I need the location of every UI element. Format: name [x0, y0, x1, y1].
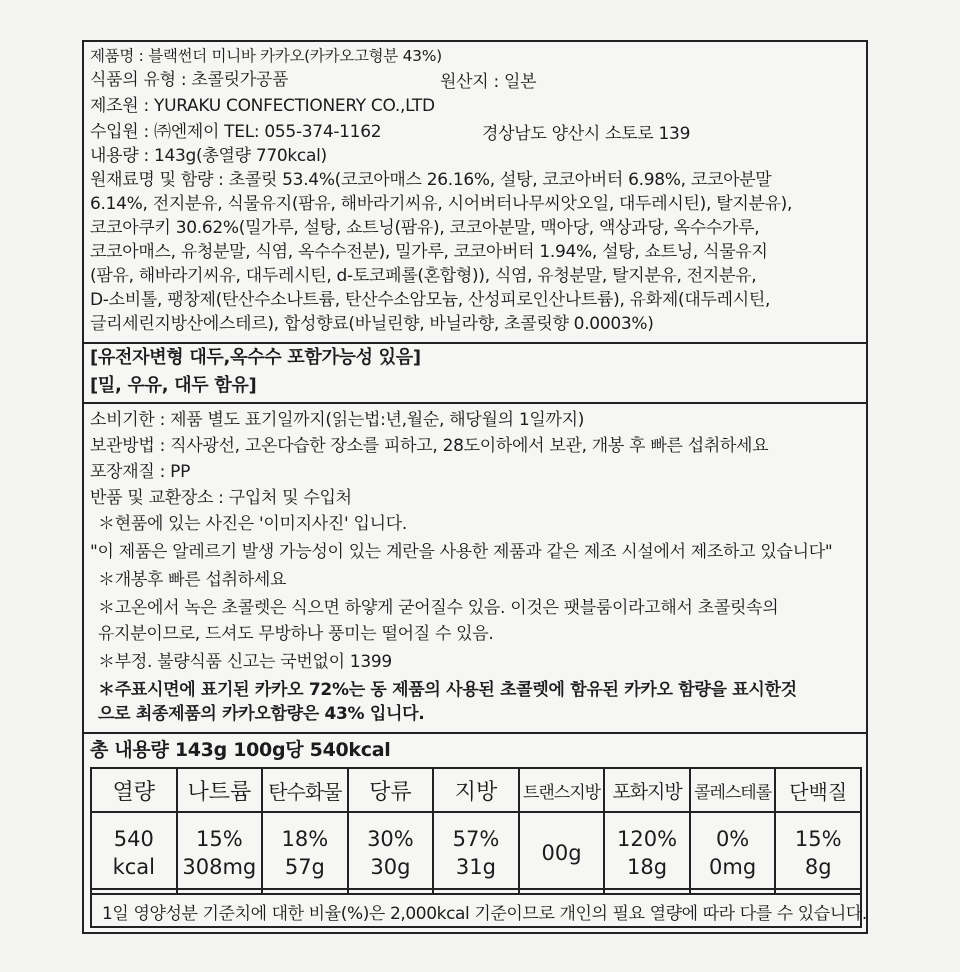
divider [84, 402, 866, 404]
nutrition-value: 18% [281, 827, 329, 851]
eat-soon-note: ＊개봉후 빠른 섭취하세요 [98, 570, 287, 590]
nutrition-header: 탄수화물 [262, 768, 348, 812]
nutrition-value: 31g [455, 855, 496, 879]
ingredients-line: (팜유, 해바라기씨유, 대두레시틴, d-토코페롤(혼합형)), 식염, 유청분말, 탈지분유, 전지분유, [90, 266, 757, 286]
cacao-note: 으로 최종제품의 카카오함량은 43% 입니다. [98, 704, 425, 724]
nutrition-header: 나트륨 [177, 768, 263, 812]
manufacturer: 제조원 : YURAKU CONFECTIONERY CO.,LTD [90, 96, 435, 116]
allergen-notice: [밀, 우유, 대두 함유] [90, 375, 257, 396]
nutrition-value-cell [177, 812, 263, 894]
nutrition-footnote-box [90, 888, 867, 928]
nutrition-value-cell [775, 812, 861, 894]
nutrition-value: 00g [541, 841, 582, 865]
nutrition-header: 열량 [91, 768, 177, 812]
nutrition-header: 지방 [433, 768, 519, 812]
nutrition-table [90, 767, 862, 895]
nutrition-value: 540 [113, 827, 154, 851]
origin: 원산지 : 일본 [440, 72, 537, 92]
nutrition-value: 8g [804, 855, 832, 879]
nutrition-summary: 총 내용량 143g 100g당 540kcal [90, 739, 391, 761]
nutrition-value: 57% [452, 827, 500, 851]
ingredients-line: 글리세린지방산에스테르), 합성향료(바닐린향, 바닐라향, 초콜릿향 0.0003%) [90, 314, 654, 334]
nutrition-value: kcal [112, 855, 155, 879]
nutrition-footnote: 1일 영양성분 기준치에 대한 비율(%)은 2,000kcal 기준이므로 개인의 필요 열량에 따라 다를 수 있습니다. [102, 904, 867, 924]
return-place: 반품 및 교환장소 : 구입처 및 수입처 [90, 488, 352, 508]
gmo-notice: [유전자변형 대두,옥수수 포함가능성 있음] [90, 347, 421, 368]
expiry-date: 소비기한 : 제품 별도 표기일까지(읽는법:년,월순, 해당월의 1일까지) [90, 410, 585, 430]
ingredients-line: 6.14%, 전지분유, 식물유지(팜유, 해바라기씨유, 시어버터나무씨앗오일, 대두레시틴), 탈지분유), [90, 194, 793, 214]
nutrition-value: 0% [715, 827, 750, 851]
nutrition-value: 15% [195, 827, 243, 851]
ingredients-line: D-소비톨, 팽창제(탄산수소나트륨, 탄산수소암모늄, 산성피로인산나트륨), 유화제(대두레시틴, [90, 290, 771, 310]
packaging-material: 포장재질 : PP [90, 462, 191, 482]
report-note: ＊부정. 불량식품 신고는 국번없이 1399 [98, 652, 392, 672]
photo-note: ＊현품에 있는 사진은 '이미지사진' 입니다. [98, 514, 407, 534]
nutrition-value-cell [690, 812, 776, 894]
ingredients-line: 코코아매스, 유청분말, 식염, 옥수수전분), 밀가루, 코코아버터 1.94%, 설탕, 쇼트닝, 식물유지 [90, 242, 768, 262]
ingredients-line: 코코아쿠키 30.62%(밀가루, 설탕, 쇼트닝(팜유), 코코아분말, 맥아당, 액상과당, 옥수수가루, [90, 218, 760, 238]
nutrition-value: 120% [617, 827, 678, 851]
nutrition-value-cell [519, 812, 605, 894]
nutrition-header: 트랜스지방 [519, 768, 605, 812]
nutrition-value-cell [348, 812, 434, 894]
nutrition-value: 0mg [709, 855, 757, 879]
nutrition-value: 308mg [182, 855, 257, 879]
nutrition-header: 당류 [348, 768, 434, 812]
cacao-note: ＊주표시면에 표기된 카카오 72%는 동 제품의 사용된 초콜렛에 함유된 카카오 함량을 표시한것 [98, 680, 797, 700]
product-name: 제품명 : 블랙썬더 미니바 카카오(카카오고형분 43%) [90, 47, 442, 65]
nutrition-value: 15% [794, 827, 842, 851]
allergy-facility-note: "이 제품은 알레르기 발생 가능성이 있는 계란을 사용한 제품과 같은 제조 시설에서 제조하고 있습니다" [90, 542, 833, 562]
ingredients-line: 원재료명 및 함량 : 초콜릿 53.4%(코코아매스 26.16%, 설탕, 코코아버터 6.98%, 코코아분말 [90, 170, 772, 190]
storage-method: 보관방법 : 직사광선, 고온다습한 장소를 피하고, 28도이하에서 보관, 개봉 후 빠른 섭취하세요 [90, 436, 769, 456]
nutrition-value-cell [604, 812, 690, 894]
nutrition-value-cell [91, 812, 177, 894]
nutrition-value-cell [262, 812, 348, 894]
importer-address: 경상남도 양산시 소토로 139 [482, 124, 691, 144]
importer: 수입원 : ㈜엔제이 TEL: 055-374-1162 [90, 122, 382, 142]
content-amount: 내용량 : 143g(총열량 770kcal) [90, 146, 327, 166]
nutrition-header: 단백질 [775, 768, 861, 812]
nutrition-header: 포화지방 [604, 768, 690, 812]
divider [84, 342, 866, 344]
bloom-note: ＊고온에서 녹은 초콜렛은 식으면 하얗게 굳어질수 있음. 이것은 팻블룸이라고해서 초콜릿속의 [98, 598, 779, 618]
nutrition-value: 57g [284, 855, 325, 879]
nutrition-header-row [91, 768, 861, 812]
nutrition-value: 30g [370, 855, 411, 879]
nutrition-value: 18g [627, 855, 668, 879]
food-type: 식품의 유형 : 초콜릿가공품 [90, 70, 289, 90]
nutrition-value-cell [433, 812, 519, 894]
nutrition-value: 30% [367, 827, 414, 851]
nutrition-header: 콜레스테롤 [690, 768, 776, 812]
bloom-note: 유지분이므로, 드셔도 무방하나 풍미는 떨어질 수 있음. [98, 624, 494, 644]
divider [84, 732, 866, 734]
nutrition-values-row [91, 812, 861, 894]
